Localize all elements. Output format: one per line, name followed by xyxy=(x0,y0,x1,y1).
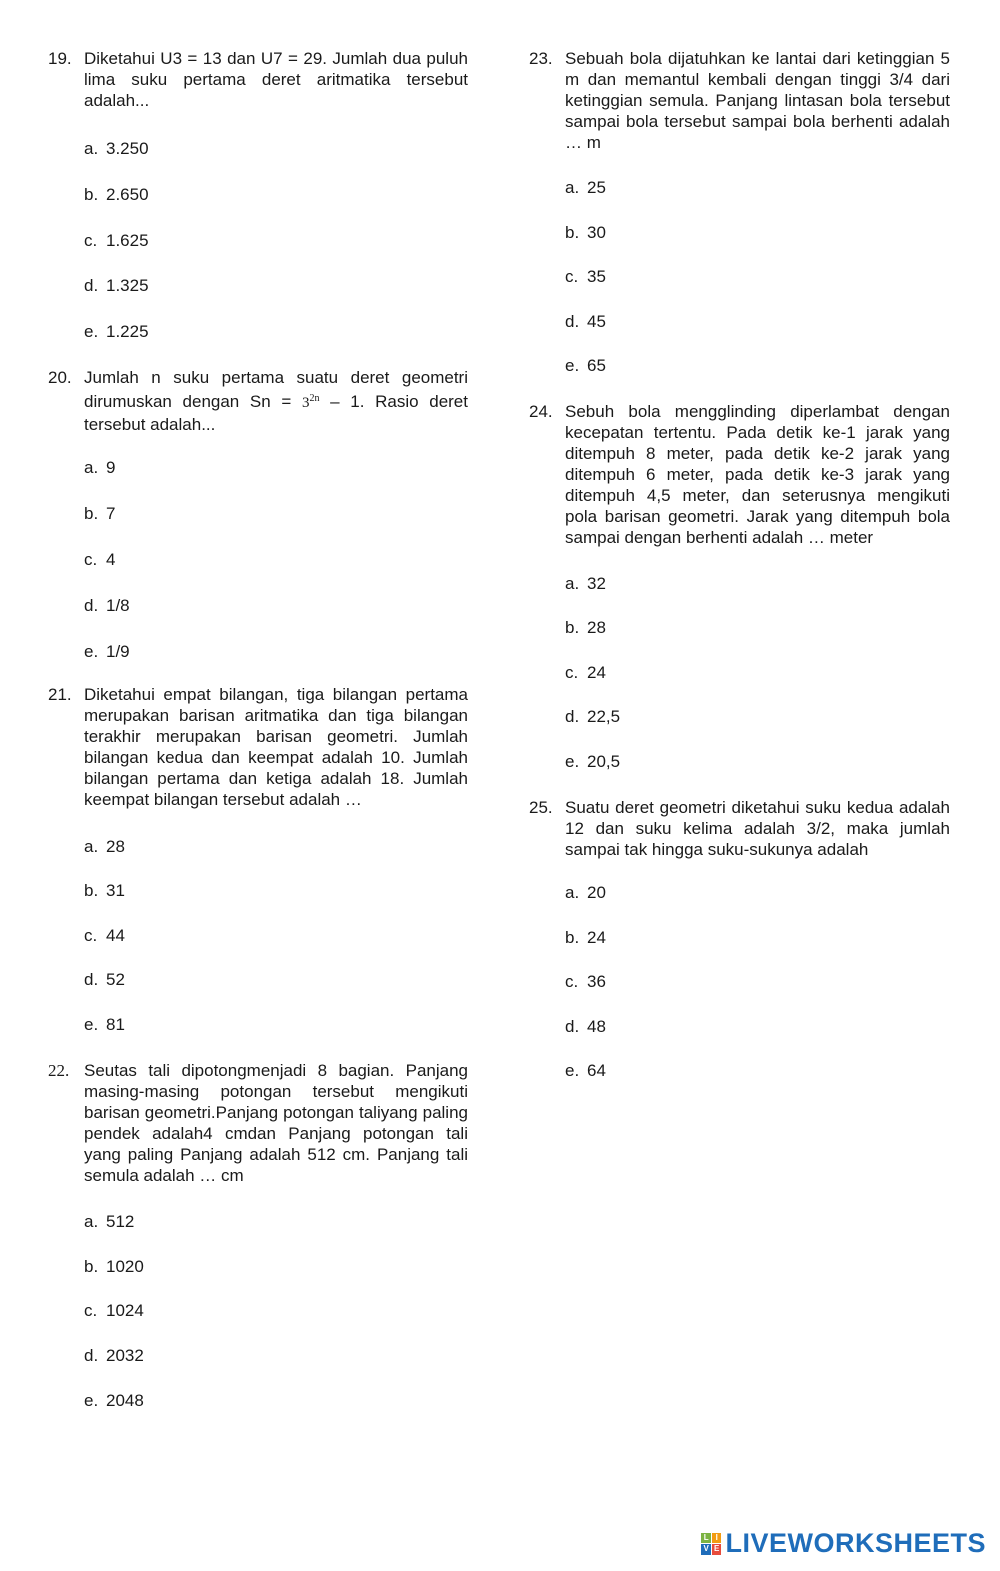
question-number: 22. xyxy=(48,1061,70,1080)
question-number: 24. xyxy=(529,402,553,421)
question-text: Diketahui U3 = 13 dan U7 = 29. Jumlah dua puluh lima suku pertama deret aritmatika tersebut adalah... xyxy=(84,49,468,110)
question-24-stem xyxy=(529,401,950,548)
answer-option[interactable]: c. 24 xyxy=(565,663,606,682)
answer-option[interactable]: e. 20,5 xyxy=(565,752,621,771)
answer-option[interactable]: c. 4 xyxy=(84,550,116,569)
answer-option[interactable]: a. 3.250 xyxy=(84,139,149,158)
answer-option[interactable]: d. 52 xyxy=(84,970,125,989)
liveworksheets-icon xyxy=(701,1533,721,1555)
answer-option[interactable]: b. 1020 xyxy=(84,1257,144,1276)
answer-option[interactable]: e. 2048 xyxy=(84,1391,144,1410)
question-number: 21. xyxy=(48,685,72,704)
question-20 xyxy=(48,367,468,661)
answer-option[interactable]: d. 2032 xyxy=(84,1346,144,1365)
logo-tile-i: I xyxy=(712,1533,722,1544)
question-number: 20. xyxy=(48,368,72,387)
answer-option[interactable]: d. 48 xyxy=(565,1017,606,1036)
answer-option[interactable]: e. 81 xyxy=(84,1015,125,1034)
question-number: 25. xyxy=(529,798,553,817)
logo-tile-e: E xyxy=(712,1544,722,1555)
question-25-stem xyxy=(529,797,950,860)
question-21 xyxy=(48,684,468,1034)
answer-option[interactable]: c. 1.625 xyxy=(84,231,149,250)
logo-text: LIVEWORKSHEETS xyxy=(725,1528,986,1558)
answer-option[interactable]: e. 64 xyxy=(565,1061,606,1080)
question-21-stem xyxy=(48,684,468,810)
question-text: Diketahui empat bilangan, tiga bilangan pertama merupakan barisan aritmatika dan tiga bilangan terakhir merupakan barisan geometri. Jumlah bilangan kedua dan keempat adalah 10. Jumlah bilangan pertama dan ketiga adalah 18. Jumlah keempat bilangan tersebut adalah … xyxy=(84,685,468,809)
answer-option[interactable]: d. 22,5 xyxy=(565,707,621,726)
answer-option[interactable]: d. 1/8 xyxy=(84,596,130,615)
answer-option[interactable]: b. 31 xyxy=(84,881,125,900)
formula-base: 3 xyxy=(301,395,310,411)
answer-option[interactable]: a. 512 xyxy=(84,1212,135,1231)
answer-option[interactable]: b. 30 xyxy=(565,223,606,242)
logo-tile-v: V xyxy=(701,1544,711,1555)
answer-option[interactable]: e. 1/9 xyxy=(84,642,130,661)
answer-option[interactable]: a. 25 xyxy=(565,178,606,197)
question-text: Seutas tali dipotongmenjadi 8 bagian. Panjang masing-masing potongan tersebut mengikuti barisan geometri.Panjang potongan taliyang paling pendek adalah4 cmdan Panjang potongan tali yang paling Panjang adalah 512 cm. Panjang tali semula adalah … cm xyxy=(84,1061,468,1185)
answer-option[interactable]: c. 1024 xyxy=(84,1301,144,1320)
formula-exponent: 2n xyxy=(309,393,320,404)
question-text: Sebuh bola mengglinding diperlambat dengan kecepatan tertentu. Pada detik ke-1 jarak yang ditempuh 8 meter, pada detik ke-2 jarak yang ditempuh 6 meter, pada detik ke-3 jarak yang ditempuh 4,5 meter, dan seterusnya mengikuti pola barisan geometri. Jarak yang ditempuh bola sampai dengan berhenti adalah … meter xyxy=(565,402,950,547)
answer-option[interactable]: b. 28 xyxy=(565,618,606,637)
question-22 xyxy=(48,1060,468,1410)
answer-option[interactable]: a. 28 xyxy=(84,837,125,856)
answer-option[interactable]: c. 35 xyxy=(565,267,606,286)
question-25 xyxy=(529,797,950,1080)
question-20-stem xyxy=(48,367,468,435)
answer-option[interactable]: a. 9 xyxy=(84,458,116,477)
answer-option[interactable]: e. 65 xyxy=(565,356,606,375)
question-23-stem xyxy=(529,48,950,153)
question-19 xyxy=(48,48,468,341)
answer-option[interactable]: d. 45 xyxy=(565,312,606,331)
answer-option[interactable]: b. 2.650 xyxy=(84,185,149,204)
answer-option[interactable]: a. 20 xyxy=(565,883,606,902)
question-24 xyxy=(529,401,950,771)
question-number: 19. xyxy=(48,49,72,68)
answer-option[interactable]: c. 44 xyxy=(84,926,125,945)
answer-option[interactable]: a. 32 xyxy=(565,574,606,593)
answer-option[interactable]: b. 24 xyxy=(565,928,606,947)
liveworksheets-logo[interactable] xyxy=(701,1528,986,1559)
question-19-stem xyxy=(48,48,468,111)
answer-option[interactable]: c. 36 xyxy=(565,972,606,991)
question-text: Jumlah n suku pertama suatu deret geometri dirumuskan dengan $Sn = 3^{2n} - 1$. Rasio deret tersebut adalah... xyxy=(84,368,468,434)
question-22-stem xyxy=(48,1060,468,1186)
question-text: Sebuah bola dijatuhkan ke lantai dari ketinggian 5 m dan memantul kembali dengan tinggi 3/4 dari ketinggian semula. Panjang lintasan bola tersebut sampai bola tersebut sampai bola berhenti adalah … m xyxy=(565,49,950,152)
logo-tile-l: L xyxy=(701,1533,711,1544)
answer-option[interactable]: d. 1.325 xyxy=(84,276,149,295)
question-text: Suatu deret geometri diketahui suku kedua adalah 12 dan suku kelima adalah 3/2, maka jumlah sampai tak hingga suku-sukunya adalah xyxy=(565,798,950,859)
answer-option[interactable]: b. 7 xyxy=(84,504,116,523)
answer-option[interactable]: e. 1.225 xyxy=(84,322,149,341)
question-23 xyxy=(529,48,950,375)
question-number: 23. xyxy=(529,49,553,68)
